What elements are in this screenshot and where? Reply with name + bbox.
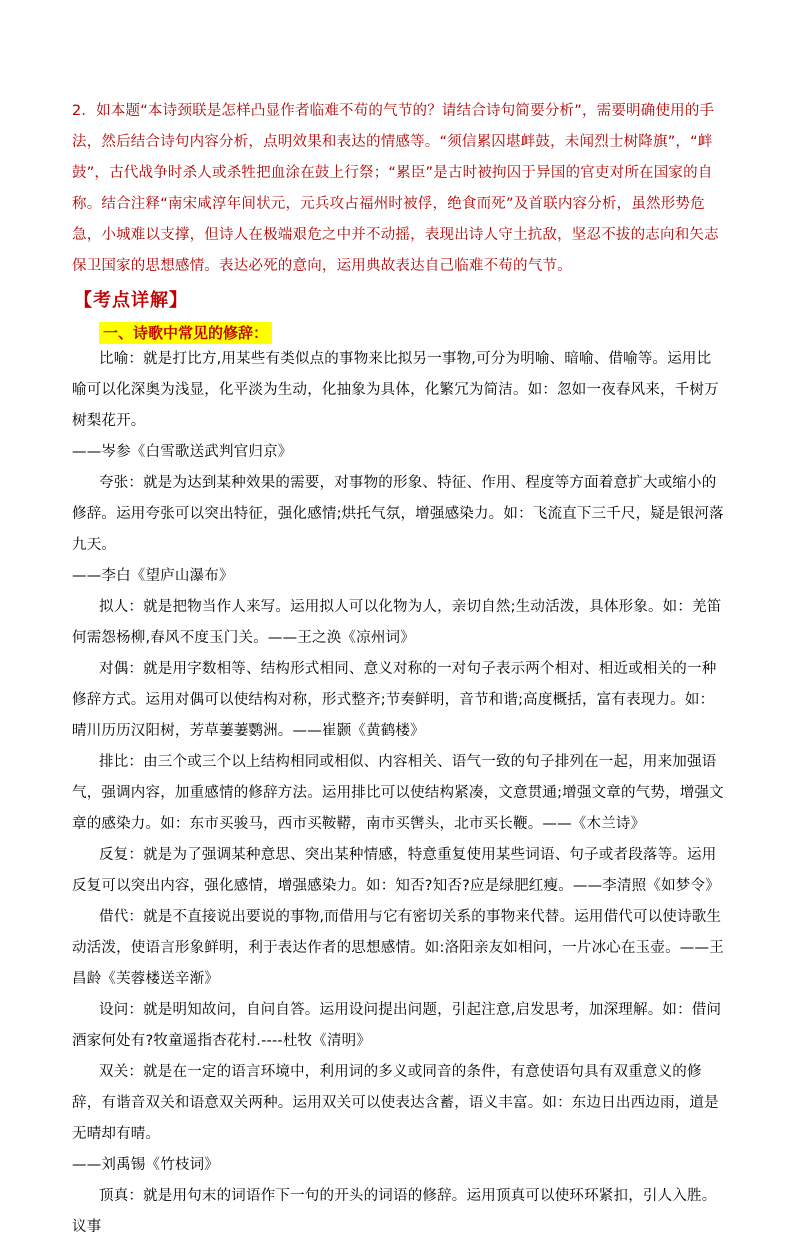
item-repetition: [72, 840, 724, 902]
item-text: 反复：就是为了强调某种意思、突出某种情感，特意重复使用某些词语、句子或者段落等。运用反复可以突出内容，强化感情，增强感染力。如：知否?知否?应是绿肥红瘦。: [72, 847, 717, 894]
item-text: 夸张：就是为达到某种效果的需要，对事物的形象、特征、作用、程度等方面着意扩大或缩小的修辞。运用夸张可以突出特征，强化感情;烘托气氛，增强感染力。如：飞流直下三千尺，疑是银河落九天。: [72, 475, 724, 553]
item-text: 排比：由三个或三个以上结构相同或相似、内容相关、语气一致的句子排列在一起，用来加强语气，强调内容，加重感情的修辞方法。运用排比可以使结构紧凑，文意贯通;增强文章的气势，增强文章的感染力。如：东市买骏马，西市买鞍鞯，南市买辔头，北市买长鞭。: [72, 754, 724, 832]
figures-of-speech-list: [72, 344, 724, 1243]
item-text: 设问：就是明知故问，自问自答。运用设问提出问题，引起注意,启发思考，加深理解。如：借问酒家何处有?牧童遥指杏花村.: [72, 1002, 722, 1049]
item-rhetorical-question: [72, 995, 724, 1057]
item-source: ——《木兰诗》: [542, 816, 646, 832]
item-source: ——王昌龄《芙蓉楼送辛渐》: [72, 940, 724, 987]
item-source: ——王之涣《凉州词》: [267, 630, 415, 646]
item-antithesis: [72, 654, 724, 747]
item-metaphor: [72, 344, 724, 468]
item-hyperbole: [72, 468, 724, 592]
item-source: ----杜牧《清明》: [261, 1033, 372, 1049]
subheading: 一、诗歌中常见的修辞：: [99, 322, 272, 344]
section-title: 【考点详解】: [74, 290, 188, 311]
item-source: ——刘禹锡《竹枝词》: [72, 1157, 219, 1173]
item-anadiplosis: [72, 1181, 724, 1243]
item-parallelism: [72, 747, 724, 840]
item-personification: [72, 592, 724, 654]
item-text: 对偶：就是用字数相等、结构形式相同、意义对称的一对句子表示两个相对、相近或相关的一种修辞方式。运用对偶可以使结构对称，形式整齐;节奏鲜明，音节和谐;高度概括，富有表现力。如：晴川历历汉阳树，芳草萋萋鹦洲。: [72, 661, 717, 739]
item-text: 双关：就是在一定的语言环境中，利用词的多义或同音的条件，有意使语句具有双重意义的修辞，有谐音双关和语意双关两种。运用双关可以使表达含蓄，语义丰富。如：东边日出西边雨，道是无晴却有晴。: [72, 1064, 719, 1142]
item-source: ——崔颢《黄鹤楼》: [292, 723, 425, 739]
item-metonymy: [72, 902, 724, 995]
item-source: ——李白《望庐山瀑布》: [72, 568, 234, 584]
item-text: 借代：就是不直接说出要说的事物,而借用与它有密切关系的事物来代替。运用借代可以使诗歌生动活泼，使语言形象鲜明，利于表达作者的思想感情。如:洛阳亲友如相问，一片冰心在玉壶。: [72, 909, 722, 956]
item-source: ——李清照《如梦令》: [572, 878, 720, 894]
answer-explanation: 2．如本题“本诗颈联是怎样凸显作者临难不苟的气节的？请结合诗句简要分析”，需要明确使用的手法，然后结合诗句内容分析，点明效果和表达的情感等。“须信累囚堪衅鼓，未闻烈士树降旗”，“衅鼓”，古代战争时杀人或杀牲把血涂在鼓上行祭；“累臣”是古时被拘囚于异国的官吏对所在国家的自称。结合注释“南宋咸淳年间状元，元兵攻占福州时被俘，绝食而死”及首联内容分析，虽然形势危急，小城难以支撑，但诗人在极端艰危之中并不动摇，表现出诗人守土抗敌，坚忍不拔的志向和矢志保卫国家的思想感情。表达必死的意向，运用典故表达自己临难不苟的气节。: [72, 103, 719, 274]
item-source: ——岑参《白雪歌送武判官归京》: [72, 444, 293, 460]
item-text: 顶真：就是用句末的词语作下一句的开头的词语的修辞。运用顶真可以使环环紧扣，引人入胜。 议事: [72, 1188, 717, 1235]
item-pun: [72, 1057, 724, 1181]
item-text: 比喻：就是打比方,用某些有类似点的事物来比拟另一事物,可分为明喻、暗喻、借喻等。运用比喻可以化深奥为浅显，化平淡为生动，化抽象为具体，化繁冗为简洁。如：忽如一夜春风来，千树万树梨花开。: [72, 351, 719, 429]
item-text: 拟人：就是把物当作人来写。运用拟人可以化物为人，亲切自然;生动活泼，具体形象。如：羌笛何需怨杨柳,春风不度玉门关。: [72, 599, 722, 646]
